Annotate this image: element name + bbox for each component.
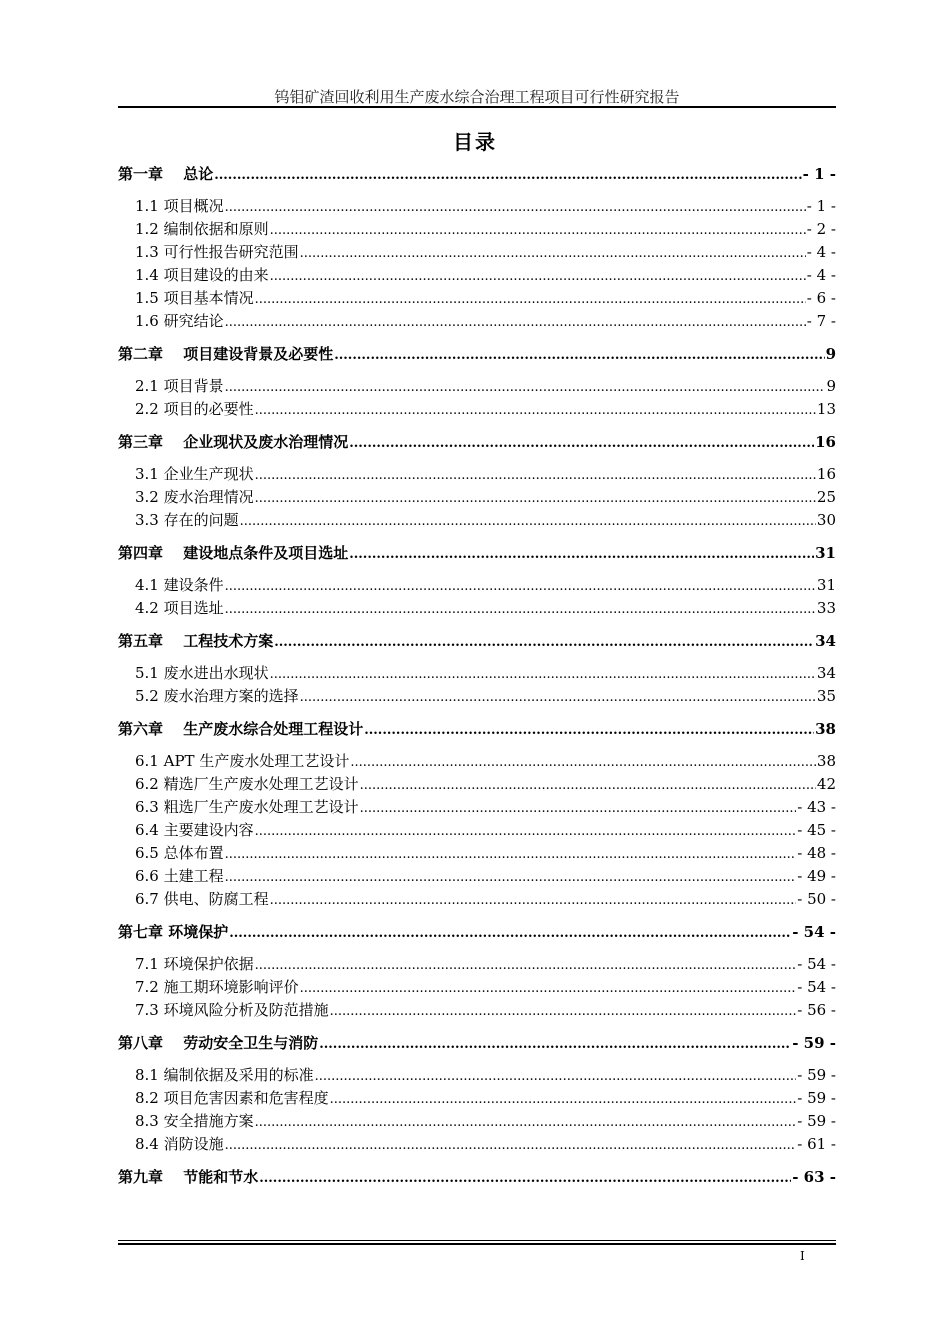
toc-leader-dots — [225, 870, 797, 885]
toc-chapter-page: - 59 - — [792, 1034, 836, 1052]
toc-chapter-page: - 1 - — [802, 165, 836, 183]
toc-section-entry[interactable] — [118, 597, 836, 620]
toc-section-entry[interactable] — [118, 976, 836, 999]
toc-section-page: - 50 - — [797, 890, 836, 908]
toc-chapter-page: 38 — [815, 720, 836, 738]
toc-section-entry[interactable] — [118, 999, 836, 1022]
toc-section-page: 38 — [816, 752, 836, 770]
toc-leader-dots — [255, 403, 816, 418]
toc-section-page: - 6 - — [806, 289, 836, 307]
toc-chapter-page: 34 — [815, 632, 836, 650]
toc-section-entry[interactable] — [118, 486, 836, 509]
toc-section-label: 5.2 废水治理方案的选择 — [135, 687, 299, 705]
toc-section-label: 1.5 项目基本情况 — [135, 289, 254, 307]
toc-chapter-label: 第五章 工程技术方案 — [118, 632, 274, 650]
toc-section-page: - 56 - — [797, 1001, 836, 1019]
toc-leader-dots — [255, 292, 806, 307]
toc-section-page: 13 — [816, 400, 836, 418]
toc-section-page: 31 — [816, 576, 836, 594]
toc-section-entry[interactable] — [118, 398, 836, 421]
toc-section-entry[interactable] — [118, 953, 836, 976]
toc-section-entry[interactable] — [118, 463, 836, 486]
toc-leader-dots — [274, 635, 814, 650]
toc-chapter-entry[interactable] — [118, 163, 836, 186]
toc-section-label: 8.3 安全措施方案 — [135, 1112, 254, 1130]
toc-chapter-entry[interactable] — [118, 343, 836, 366]
toc-section-label: 6.4 主要建设内容 — [135, 821, 254, 839]
toc-chapter-label: 第四章 建设地点条件及项目选址 — [118, 544, 349, 562]
toc-leader-dots — [300, 690, 816, 705]
toc-leader-dots — [255, 468, 816, 483]
toc-section-label: 6.1 APT 生产废水处理工艺设计 — [135, 752, 350, 770]
toc-section-entry[interactable] — [118, 509, 836, 532]
toc-leader-dots — [225, 380, 826, 395]
toc-section-entry[interactable] — [118, 264, 836, 287]
toc-leader-dots — [319, 1037, 791, 1052]
toc-leader-dots — [360, 778, 816, 793]
toc-chapter-entry[interactable] — [118, 1032, 836, 1055]
toc-section-page: 9 — [826, 377, 836, 395]
toc-section-label: 7.1 环境保护依据 — [135, 955, 254, 973]
toc-section-entry[interactable] — [118, 662, 836, 685]
toc-leader-dots — [255, 491, 816, 506]
toc-leader-dots — [349, 547, 814, 562]
toc-section-label: 1.2 编制依据和原则 — [135, 220, 269, 238]
toc-section-label: 7.2 施工期环境影响评价 — [135, 978, 299, 996]
toc-section-label: 7.3 环境风险分析及防范措施 — [135, 1001, 329, 1019]
toc-section-page: 35 — [816, 687, 836, 705]
toc-section-label: 1.3 可行性报告研究范围 — [135, 243, 299, 261]
toc-section-page: - 54 - — [797, 978, 836, 996]
toc-chapter-label: 第一章 总论 — [118, 165, 214, 183]
toc-section-label: 1.6 研究结论 — [135, 312, 224, 330]
toc-section-entry[interactable] — [118, 375, 836, 398]
toc-chapter-entry[interactable] — [118, 630, 836, 653]
running-header: 钨钼矿渣回收利用生产废水综合治理工程项目可行性研究报告 — [274, 88, 680, 106]
page-number: I — [800, 1249, 805, 1263]
toc-section-entry[interactable] — [118, 685, 836, 708]
toc-section-entry[interactable] — [118, 241, 836, 264]
toc-section-label: 1.1 项目概况 — [135, 197, 224, 215]
toc-section-label: 6.7 供电、防腐工程 — [135, 890, 269, 908]
toc-chapter-label: 第九章 节能和节水 — [118, 1168, 259, 1186]
toc-leader-dots — [225, 602, 816, 617]
toc-section-label: 3.1 企业生产现状 — [135, 465, 254, 483]
toc-section-page: 33 — [816, 599, 836, 617]
toc-chapter-label: 第六章 生产废水综合处理工程设计 — [118, 720, 364, 738]
toc-chapter-label: 第七章 环境保护 — [118, 923, 229, 941]
toc-section-entry[interactable] — [118, 796, 836, 819]
toc-leader-dots — [334, 348, 824, 363]
toc-leader-dots — [255, 1115, 797, 1130]
toc-section-page: - 49 - — [797, 867, 836, 885]
toc-leader-dots — [330, 1092, 797, 1107]
toc-section-label: 2.1 项目背景 — [135, 377, 224, 395]
toc-leader-dots — [349, 436, 814, 451]
toc-section-entry[interactable] — [118, 195, 836, 218]
toc-leader-dots — [225, 200, 806, 215]
toc-section-page: - 45 - — [797, 821, 836, 839]
toc-leader-dots — [255, 958, 797, 973]
toc-section-entry[interactable] — [118, 1064, 836, 1087]
toc-section-page: - 2 - — [806, 220, 836, 238]
toc-section-page: 30 — [816, 511, 836, 529]
toc-chapter-entry[interactable] — [118, 431, 836, 454]
toc-section-entry[interactable] — [118, 287, 836, 310]
toc-section-entry[interactable] — [118, 888, 836, 911]
toc-chapter-page: 9 — [825, 345, 836, 363]
toc-chapter-entry[interactable] — [118, 1166, 836, 1189]
toc-leader-dots — [225, 847, 797, 862]
toc-section-page: - 54 - — [797, 955, 836, 973]
toc-leader-dots — [270, 893, 797, 908]
toc-section-page: 34 — [816, 664, 836, 682]
toc-section-page: - 61 - — [797, 1135, 836, 1153]
toc-section-label: 8.1 编制依据及采用的标准 — [135, 1066, 314, 1084]
toc-leader-dots — [255, 824, 797, 839]
toc-leader-dots — [259, 1171, 791, 1186]
footer-rule — [118, 1240, 836, 1241]
toc-section-page: - 4 - — [806, 243, 836, 261]
toc-section-entry[interactable] — [118, 1133, 836, 1156]
toc-section-label: 6.5 总体布置 — [135, 844, 224, 862]
toc-chapter-page: - 54 - — [792, 923, 836, 941]
toc-chapter-page: 31 — [815, 544, 836, 562]
toc-chapter-entry[interactable] — [118, 542, 836, 565]
toc-section-page: - 59 - — [797, 1112, 836, 1130]
toc-section-page: 25 — [816, 488, 836, 506]
toc-section-entry[interactable] — [118, 819, 836, 842]
toc-leader-dots — [229, 926, 791, 941]
toc-section-entry[interactable] — [118, 310, 836, 333]
toc-title: 目录 — [453, 130, 497, 154]
toc-section-label: 4.2 项目选址 — [135, 599, 224, 617]
toc-chapter-label: 第八章 劳动安全卫生与消防 — [118, 1034, 319, 1052]
toc-section-page: - 4 - — [806, 266, 836, 284]
toc-leader-dots — [270, 667, 816, 682]
toc-chapter-entry[interactable] — [118, 718, 836, 741]
toc-section-page: - 59 - — [797, 1066, 836, 1084]
toc-leader-dots — [315, 1069, 797, 1084]
toc-section-page: - 59 - — [797, 1089, 836, 1107]
toc-section-page: - 1 - — [806, 197, 836, 215]
toc-chapter-label: 第三章 企业现状及废水治理情况 — [118, 433, 349, 451]
toc-section-label: 6.3 粗选厂生产废水处理工艺设计 — [135, 798, 359, 816]
header-rule — [118, 106, 836, 108]
toc-section-page: 42 — [816, 775, 836, 793]
toc-section-entry[interactable] — [118, 1110, 836, 1133]
toc-leader-dots — [225, 315, 806, 330]
toc-section-label: 1.4 项目建设的由来 — [135, 266, 269, 284]
toc-section-page: - 7 - — [806, 312, 836, 330]
toc-chapter-page: - 63 - — [792, 1168, 836, 1186]
toc-leader-dots — [214, 168, 801, 183]
toc-section-page: 16 — [816, 465, 836, 483]
toc-section-entry[interactable] — [118, 1087, 836, 1110]
toc-section-label: 3.2 废水治理情况 — [135, 488, 254, 506]
toc-leader-dots — [270, 223, 806, 238]
toc-section-label: 5.1 废水进出水现状 — [135, 664, 269, 682]
toc-section-label: 4.1 建设条件 — [135, 576, 224, 594]
toc-section-label: 8.4 消防设施 — [135, 1135, 224, 1153]
toc-section-label: 3.3 存在的问题 — [135, 511, 239, 529]
toc-leader-dots — [360, 801, 797, 816]
toc-section-label: 6.6 土建工程 — [135, 867, 224, 885]
toc-leader-dots — [225, 1138, 797, 1153]
toc-chapter-label: 第二章 项目建设背景及必要性 — [118, 345, 334, 363]
toc-leader-dots — [225, 579, 816, 594]
table-of-contents — [118, 160, 836, 1198]
toc-leader-dots — [330, 1004, 797, 1019]
toc-leader-dots — [240, 514, 816, 529]
toc-leader-dots — [364, 723, 814, 738]
toc-section-label: 8.2 项目危害因素和危害程度 — [135, 1089, 329, 1107]
toc-chapter-page: 16 — [815, 433, 836, 451]
toc-section-page: - 43 - — [797, 798, 836, 816]
toc-section-page: - 48 - — [797, 844, 836, 862]
toc-leader-dots — [350, 755, 816, 770]
toc-section-entry[interactable] — [118, 750, 836, 773]
toc-section-entry[interactable] — [118, 574, 836, 597]
toc-section-entry[interactable] — [118, 842, 836, 865]
toc-leader-dots — [300, 981, 797, 996]
toc-section-label: 6.2 精选厂生产废水处理工艺设计 — [135, 775, 359, 793]
toc-section-entry[interactable] — [118, 865, 836, 888]
toc-chapter-entry[interactable] — [118, 921, 836, 944]
toc-section-label: 2.2 项目的必要性 — [135, 400, 254, 418]
toc-leader-dots — [300, 246, 806, 261]
footer-rule-thick — [118, 1243, 836, 1245]
toc-section-entry[interactable] — [118, 773, 836, 796]
toc-leader-dots — [270, 269, 806, 284]
toc-section-entry[interactable] — [118, 218, 836, 241]
